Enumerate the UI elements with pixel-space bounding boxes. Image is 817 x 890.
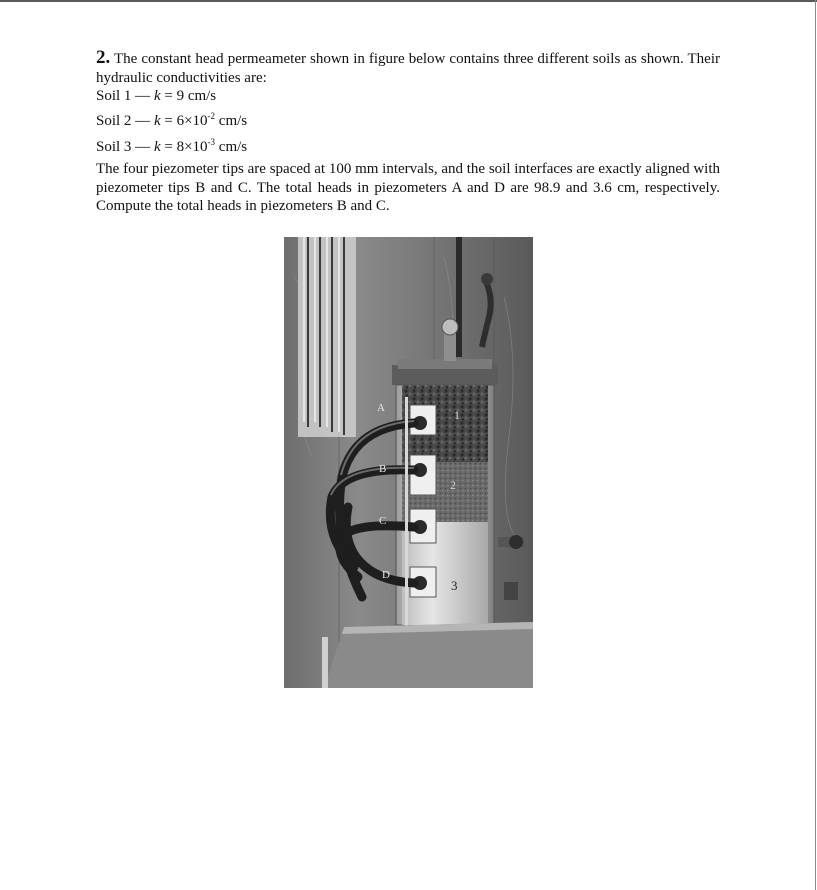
page-top-border (0, 0, 817, 2)
soil-2-line: Soil 2 — $k = 6\times 10^{-2}$ cm/s (96, 111, 248, 129)
piezometer-label-d: D (382, 569, 390, 581)
soil-3-line: Soil 3 — $k = 8\times 10^{-3}$ cm/s (96, 137, 248, 155)
piezometer-label-b: B (379, 463, 387, 475)
soil-1-line: Soil 1 — k = 9 cm/s (96, 88, 217, 104)
soil-label-3: 3 (451, 578, 458, 593)
piezometer-label-c: C (379, 515, 387, 527)
problem-text (96, 49, 720, 216)
problem-number: 2. (96, 47, 111, 68)
piezometer-label-a: A (377, 402, 385, 414)
permeameter-photo (284, 237, 533, 688)
problem-intro (96, 49, 720, 87)
soil-label-1: 1 (454, 408, 460, 422)
problem-body: The four piezometer tips are spaced at 100 mm intervals, and the soil interfaces are exactly aligned with piezometer tips B and C. The total heads in piezometers A and D are 98.9 and 3.6 cm, respectively. Compute the total heads in piezometers B and C. (96, 161, 720, 214)
page-right-border (815, 0, 816, 890)
soil-label-2: 2 (450, 478, 456, 492)
intro-text: The constant head permeameter shown in figure below contains three different soils as shown. Their hydraulic conductivities are: (96, 51, 721, 86)
